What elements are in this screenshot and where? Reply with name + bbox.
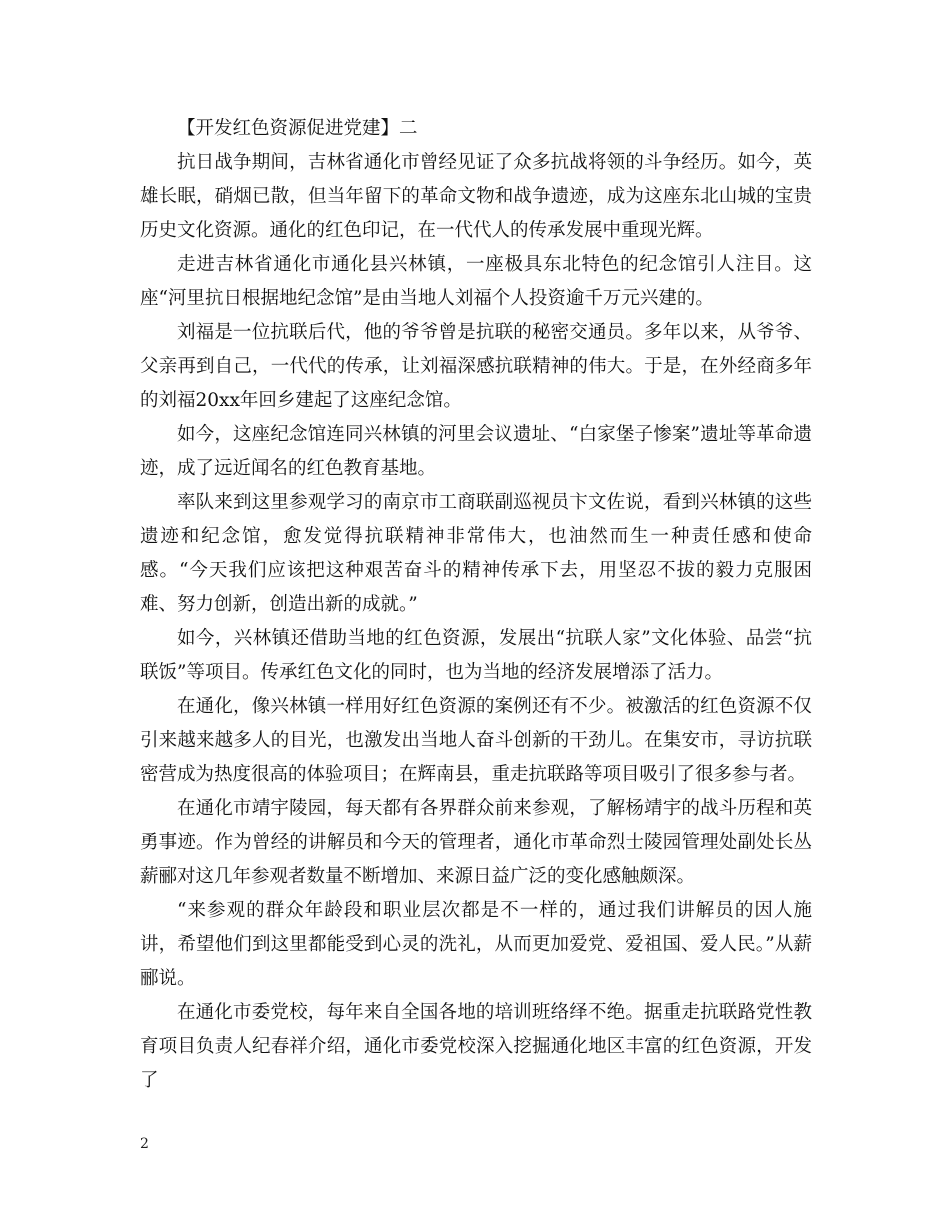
paragraph-5: 率队来到这里参观学习的南京市工商联副巡视员卞文佐说，看到兴林镇的这些遗迹和纪念馆，愈发觉得抗联精神非常伟大，也油然而生一种责任感和使命感。“今天我们应该把这种艰苦奋斗的精神传承下去，用坚忍不拔的毅力克服困难、努力创新，创造出新的成就。” bbox=[140, 492, 812, 615]
paragraph-7: 在通化，像兴林镇一样用好红色资源的案例还有不少。被激活的红色资源不仅引来越来越多人的目光，也激发出当地人奋斗创新的干劲儿。在集安市，寻访抗联密营成为热度很高的体验项目；在辉南县，重走抗联路等项目吸引了很多参与者。 bbox=[140, 696, 812, 785]
page-number: 2 bbox=[140, 1136, 149, 1152]
paragraph-6: 如今，兴林镇还借助当地的红色资源，发展出“抗联人家”文化体验、品尝“抗联饭”等项目。传承红色文化的同时，也为当地的经济发展增添了活力。 bbox=[140, 628, 812, 683]
article-heading: 【开发红色资源促进党建】二 bbox=[177, 118, 418, 139]
paragraph-1: 抗日战争期间，吉林省通化市曾经见证了众多抗战将领的斗争经历。如今，英雄长眠，硝烟已散，但当年留下的革命文物和战争遗迹，成为这座东北山城的宝贵历史文化资源。通化的红色印记，在一代代人的传承发展中重现光辉。 bbox=[140, 152, 812, 241]
paragraph-2: 走进吉林省通化市通化县兴林镇，一座极具东北特色的纪念馆引人注目。这座“河里抗日根据地纪念馆”是由当地人刘福个人投资逾千万元兴建的。 bbox=[140, 254, 812, 309]
document-body bbox=[140, 112, 812, 1098]
paragraph-10: 在通化市委党校，每年来自全国各地的培训班络绎不绝。据重走抗联路党性教育项目负责人纪春祥介绍，通化市委党校深入挖掘通化地区丰富的红色资源，开发了 bbox=[140, 1002, 812, 1091]
paragraph-4: 如今，这座纪念馆连同兴林镇的河里会议遗址、“白家堡子惨案”遗址等革命遗迹，成了远近闻名的红色教育基地。 bbox=[140, 424, 812, 479]
paragraph-8: 在通化市靖宇陵园，每天都有各界群众前来参观，了解杨靖宇的战斗历程和英勇事迹。作为曾经的讲解员和今天的管理者，通化市革命烈士陵园管理处副处长丛薪郦对这几年参观者数量不断增加、来源日益广泛的变化感触颇深。 bbox=[140, 798, 812, 887]
paragraph-9: “来参观的群众年龄段和职业层次都是不一样的，通过我们讲解员的因人施讲，希望他们到这里都能受到心灵的洗礼，从而更加爱党、爱祖国、爱人民。”从薪郦说。 bbox=[140, 900, 812, 989]
paragraph-3: 刘福是一位抗联后代，他的爷爷曾是抗联的秘密交通员。多年以来，从爷爷、父亲再到自己，一代代的传承，让刘福深感抗联精神的伟大。于是，在外经商多年的刘福20xx年回乡建起了这座纪念馆。 bbox=[140, 322, 812, 411]
